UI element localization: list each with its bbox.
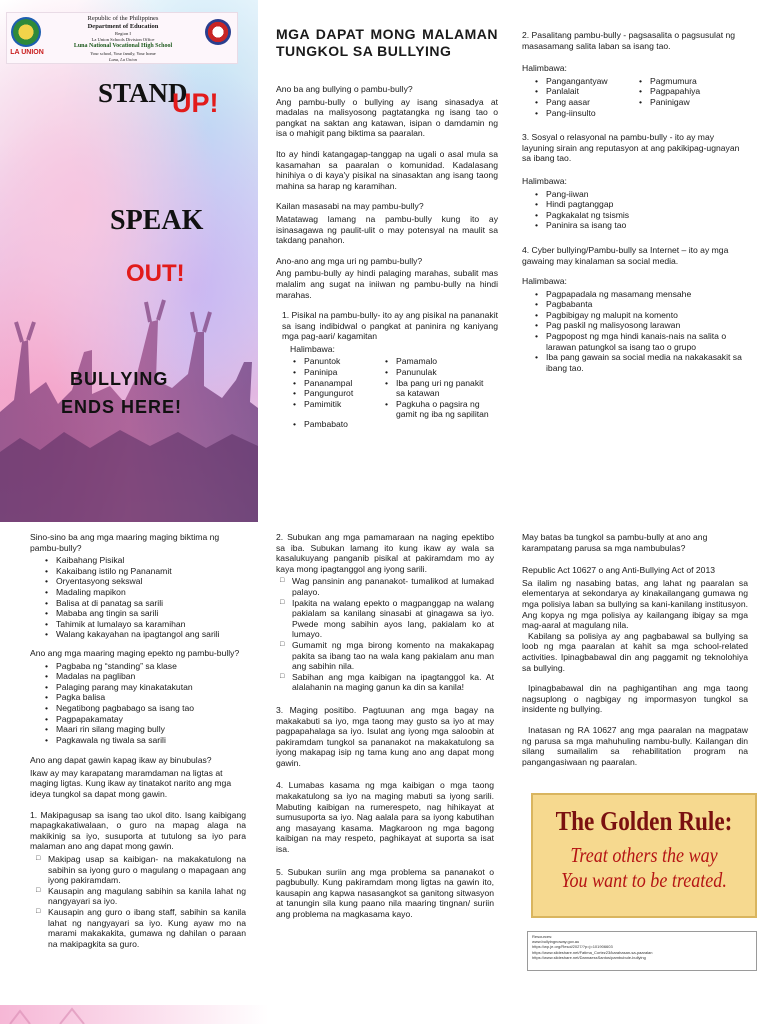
question-when-bullying: Kailan masasabi na may pambu-bully?: [276, 201, 424, 212]
school-header-banner: [6, 12, 238, 64]
resource-link: www.bullyingnoway.gov.au: [532, 939, 580, 945]
law-paragraph-1: Sa ilalim ng nasabing batas, ang lahat ng paaralan sa elementarya at sekondarya ay kinakailangang gumawa ng mga polisiya laban sa bullying sa kani-kanilang institusyon. Ang kopya ng mga polisiya ay kailangang ibigay sa mga mag-aaral at magulang nila.: [522, 577, 748, 631]
list-item: • Mababa ang tingin sa sarili: [42, 608, 246, 619]
list-item: • Kakaibang istilo ng Pananamit: [42, 566, 246, 577]
list-item: • Pamamalo: [382, 356, 492, 367]
examples-label: Halimbawa:: [290, 343, 335, 354]
list-item: • Pagbibigay ng malupit na komento: [532, 310, 746, 321]
out-word: OUT!: [126, 260, 185, 287]
verbal-examples: [522, 76, 746, 118]
list-item: □ Makipag usap sa kaibigan- na makakatulong na sabihin sa iyong guro o magulang o mapagaan ang iyong pakiramdam.: [34, 854, 246, 886]
law-paragraph-3: Ipinagbabawal din na paghigantihan ang mga taong nagsuplong o nagbigay ng impormasyon tungkol sa insidente ng bullying.: [522, 683, 748, 715]
panel-victims-effects: [30, 532, 246, 1002]
list-item: • Madaling mapikon: [42, 587, 246, 598]
law-paragraph-4: Inatasan ng RA 10627 ang mga paaralan na magpataw ng parusa sa mga mahuhuling nambu-bully. Kailangan din silang sumailalim sa rehabilitation program na pangangasiwaan ng paaralan.: [522, 724, 748, 767]
list-item: • Pagbaba ng “standing” sa klase: [42, 661, 246, 672]
list-item: • Panuntok: [290, 356, 382, 367]
resource-link: https://wp.je.org/Resol/2027/?p=j=101906603: [532, 944, 613, 950]
school-logo-icon: [205, 19, 231, 45]
list-item: • Pamimitik: [290, 399, 382, 410]
header-line-6: Your school, Your family, Your home: [90, 51, 156, 56]
list-item: □ Sabihan ang mga kaibigan na ipagtanggol ka. At alalahanin na maging ganun ka din sa kanila!: [278, 672, 494, 693]
question-what-is-bullying: Ano ba ang bullying o pambu-bully?: [276, 84, 413, 94]
list-item: • Pambabato: [290, 419, 382, 430]
physical-examples-left: [290, 356, 382, 430]
list-item: • Pagpapakamatay: [42, 714, 246, 725]
header-line-4: La Union Schools Division Office: [91, 37, 155, 42]
question-types: Ano-ano ang mga uri ng pambu-bully?: [276, 255, 423, 266]
verbal-examples-right: [636, 76, 736, 118]
list-item: • Paninigaw: [636, 97, 736, 108]
list-item: • Panlalait: [532, 86, 636, 97]
page-title: MGA DAPAT MONG MALAMAN TUNGKOL SA BULLYING: [276, 26, 498, 59]
resources-box: [527, 931, 757, 971]
list-item: • Oryentasyong sekswal: [42, 576, 246, 587]
type-cyber: 4. Cyber bullying/Pambu-bully sa Internet – ito ay mga gawaing may kinalaman sa social media.: [522, 244, 729, 266]
paragraph-unacceptable: Ito ay hindi katangagap-tanggap na ugali o asal mula sa kasamahan sa paaralan o komunidad. Kadalasang hinihiya o di kaya'y pisikal na sinasaktan ang isang taong mahina sa harap ng karamihan.: [276, 148, 498, 191]
panel-strategies: [276, 532, 494, 932]
list-item: □ Wag pansinin ang pananakot- tumalikod at lumakad palayo.: [278, 576, 494, 597]
up-word: UP!: [172, 88, 219, 118]
list-item: • Pagpopost ng mga hindi kanais-nais na salita o larawan patungkol sa isang tao o grupo: [532, 331, 746, 352]
list-item: • Madalas na pagliban: [42, 671, 246, 682]
list-item: • Pagbabanta: [532, 299, 746, 310]
list-item: • Hindi pagtanggap: [532, 199, 746, 210]
list-item: • Pagpapadala ng masamang mensahe: [532, 289, 746, 300]
answer-what-is-bullying: Ang pambu-bully o bullying ay isang sinasadya at madalas na malisyosong pagtatangka ng isang tao o pangkat na saktan ang katawan, isipan o damdamin ng isa o mahigit pang biktima sa paaralan.: [276, 96, 498, 139]
list-item: • Negatibong pagbabago sa isang tao: [42, 703, 246, 714]
header-line-1: Republic of the Philippines: [87, 15, 159, 22]
province-seal-icon: [11, 17, 41, 47]
bullying-word: BULLYING: [70, 369, 169, 389]
cyber-examples: [522, 289, 746, 374]
list-item: • Pangangantyaw: [532, 76, 636, 87]
resource-link: https://www.slideshare.net/Fatima_Cortez23/karahasan-sa-paaralan: [532, 949, 653, 955]
list-item: □ Ipakita na walang epekto o magpanggap na walang pakialam sa kanilang sinasabi at ginagawa sa iyo. Pwede mong sabihin ayos lang, pakialam ko at lumayo.: [278, 598, 494, 640]
answer-when-bullying: Matatawag lamang na pambu-bully kung ito ay isinasagawa ng paulit-ulit o may potensyal na maulit sa takdang panahon.: [276, 213, 498, 246]
law-title: Republic Act 10627 o ang Anti-Bullying Act of 2013: [522, 565, 716, 576]
type-social: 3. Sosyal o relasyonal na pambu-bully - ito ay may layuning sirain ang reputasyon at ang pakikipag-ugnayan sa ibang tao.: [522, 132, 740, 164]
question-victims: Sino-sino ba ang mga maaring maging biktima ng pambu-bully?: [30, 532, 220, 553]
cover-panel: [0, 0, 258, 522]
golden-rule-title: The Golden Rule:: [555, 806, 733, 836]
examples-label: Halimbawa:: [522, 175, 567, 186]
step-3-positive: 3. Maging positibo. Pagtuunan ang mga bagay na makakabuti sa iyo, mga taong may gusto sa iyo at may pagpapahalaga sa iyo. Isulat ang iyong mga saloobin at pakiramdam tungkol sa pananakot na makakatulong sa iyong makapag isip ng tama kung ano ang dapat mong gawin.: [276, 704, 494, 768]
panel-law: [522, 532, 748, 787]
type-verbal: 2. Pasalitang pambu-bully - pagsasalita o pagsusulat ng masasamang salita laban sa isang tao.: [522, 30, 736, 51]
list-item: • Palaging parang may kinakatakutan: [42, 682, 246, 693]
type-physical: 1. Pisikal na pambu-bully- ito ay ang pisikal na pananakit sa isang indibidwal o pangkat at paninira ng kaniyang mga pag-aari/ kagamitan: [282, 310, 498, 342]
stand-word: STAND: [98, 78, 188, 108]
list-item: • Pagka balisa: [42, 692, 246, 703]
seal-label: LA UNION: [10, 49, 44, 56]
golden-rule-box: [531, 793, 757, 918]
speak-word: SPEAK: [110, 205, 204, 236]
list-item: • Pangungurot: [290, 388, 382, 399]
list-item: • Iba pang uri ng panakit sa katawan: [382, 378, 492, 399]
list-item: • Pagpapahiya: [636, 86, 736, 97]
list-item: • Pag paskil ng malisyosong larawan: [532, 320, 746, 331]
step-2-methods: 2. Subukan ang mga pamamaraan na naging epektibo sa iba. Subukan lamang ito kung ikaw ay wala sa kasalukuyang panganib pisikal at pakiramdam mo ay kaya mong ipagtanggol ang iyong sarili.: [276, 532, 494, 574]
list-item: • Balisa at di panatag sa sarili: [42, 598, 246, 609]
list-item: □ Kausapin ang magulang sabihin sa kanila lahat ng nangyayari sa iyo.: [34, 886, 246, 907]
list-item: • Iba pang gawain sa social media na nakakasakit sa ibang tao.: [532, 352, 746, 373]
header-line-5: Luna National Vocational High School: [73, 43, 173, 49]
panel-bullying-types: [522, 30, 746, 460]
list-item: • Pang-iinsulto: [532, 108, 636, 119]
ends-here-word: ENDS HERE!: [61, 397, 183, 417]
list-item: • Pang aasar: [532, 97, 636, 108]
bottom-decoration-strip: [0, 1005, 768, 1024]
list-item: • Pagmumura: [636, 76, 736, 87]
law-paragraph-2: Kabilang sa polisiya ay ang pagbabawal sa bullying sa loob ng mga paaralan at kahit sa mga school-related activities. Ipinagbabawal din ang paggamit ng teknolohiya sa bullying.: [522, 630, 748, 673]
list-item: • Panunulak: [382, 367, 492, 378]
verbal-examples-left: [532, 76, 636, 118]
list-item: • Paninipa: [290, 367, 382, 378]
social-examples: [522, 189, 746, 231]
resources-title: Resources:: [532, 934, 553, 939]
list-item: • Walang kakayahan na ipagtangol ang sarili: [42, 629, 246, 640]
examples-label: Halimbawa:: [522, 276, 567, 287]
list-item: • Pagkuha o pagsira ng gamit ng iba ng sapilitan: [382, 399, 492, 420]
list-item: • Pananampal: [290, 378, 382, 389]
golden-rule-line-2: You want to be treated.: [561, 868, 727, 892]
list-item: • Maari rin silang maging bully: [42, 724, 246, 735]
question-what-to-do: Ano ang dapat gawin kapag ikaw ay binubulas?: [30, 755, 212, 766]
list-item: • Pagkakalat ng tsismis: [532, 210, 746, 221]
physical-examples-right: [382, 356, 492, 430]
header-line-2: Department of Education: [87, 23, 159, 30]
panel-what-to-know: [276, 26, 498, 496]
header-line-3: Region I: [115, 31, 131, 36]
list-item: • Tahimik at lumalayo sa karamihan: [42, 619, 246, 630]
law-question: May batas ba tungkol sa pambu-bully at ano ang karampatang parusa sa mga nambubulas?: [522, 532, 708, 553]
question-effects: Ano ang mga maaring maging epekto ng pambu-bully?: [30, 647, 240, 658]
resource-link: https://www.slideshare.net/DannaessSantos/pambubule-bullying: [532, 954, 646, 960]
examples-label: Halimbawa:: [522, 63, 567, 74]
header-line-7: Luna, La Union: [109, 57, 137, 62]
physical-examples: [276, 356, 498, 430]
answer-types: Ang pambu-bully ay hindi palaging marahas, subalit mas malalim ang sugat na iniiwan ng pambu-bully na hindi marahas.: [276, 268, 498, 300]
step-2-subitems: [276, 576, 494, 693]
list-item: □ Gumamit ng mga birong komento na makakapag pakita sa ibang tao na wala kang pakialam anu man ang sabihin nila.: [278, 640, 494, 672]
victims-list: [30, 555, 246, 640]
list-item: • Pang-iiwan: [532, 189, 746, 200]
list-item: • Kaibahang Pisikal: [42, 555, 246, 566]
step-1-talk: 1. Makipagusap sa isang tao ukol dito. Isang kaibigang mapagkakatiwalaan, o guro na mapag alaga na makikinig sa iyo, susuporta at tutulong sa iyo para malaman ano ang dapat mong gawin.: [30, 809, 246, 852]
list-item: • Pagkawala ng tiwala sa sarili: [42, 735, 246, 746]
effects-list: [30, 661, 246, 746]
answer-what-to-do: Ikaw ay may karapatang maramdaman na ligtas at maging ligtas. Kung ikaw ay tinatakot narito ang mga ideya tungkol sa dapat mong gawin.: [30, 767, 232, 800]
step-4-friends: 4. Lumabas kasama ng mga kaibigan o mga taong makakatulong sa iyo na maging mabuti sa iyong sarili. Mabuting kaibigan na rumerespeto, nag hihikayat at sumusuporta sa iyo. Nag aalala para sa iyong kabutihan ang masayang kasama. Magkaroon ng mga bagong kaibigan na may respeto, paghikayat at suporta sa isat isa.: [276, 780, 494, 855]
step-5-analyze: 5. Subukan suriin ang mga problema sa pananakot o pagbubully. Kung pakiramdam mong ligtas na gawin ito, kausapin ang kapwa nasasangkot sa ganitong sitwasyon at tanungin sila kung paano nila maaring tingnan/ suriin ang problema na magkasama kayo.: [276, 866, 494, 919]
golden-rule-line-1: Treat others the way: [570, 843, 718, 867]
list-item: • Paninira sa isang tao: [532, 220, 746, 231]
step-1-subitems: [30, 854, 246, 949]
list-item: □ Kausapin ang guro o ibang staff, sabihin sa kanila lahat ng nangyayari sa iyo. Kung ayaw mo na marami makakakita, gumawa ng dahilan o paraan na makipagkita sa guro.: [34, 907, 246, 949]
